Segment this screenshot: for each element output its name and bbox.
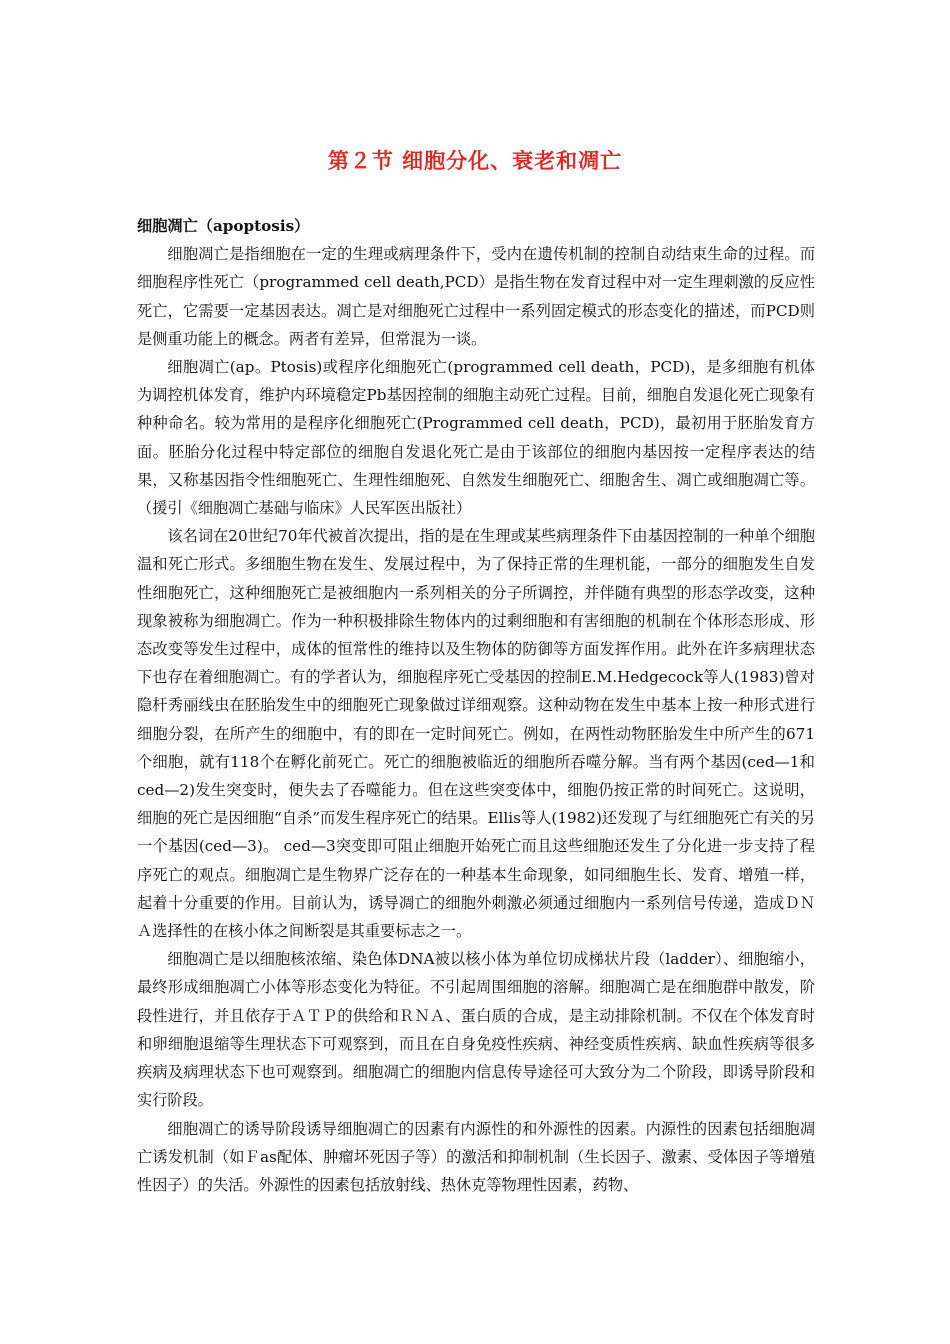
section-heading: 细胞凋亡（apoptosis） xyxy=(137,217,310,235)
paragraph-1: 细胞凋亡是指细胞在一定的生理或病理条件下，受内在遗传机制的控制自动结束生命的过程。而细胞程序性死亡（programmed cell death,PCD）是指生物在发育过程中对一定生理刺激的反应性死亡，它需要一定基因表达。凋亡是对细胞死亡过程中一系列固定模式的形态变化的描述，而PCD则是侧重功能上的概念。两者有差异，但常混为一谈。 xyxy=(137,245,815,348)
paragraph-4: 细胞凋亡是以细胞核浓缩、染色体DNA被以核小体为单位切成梯状片段（ladder）、细胞缩小，最终形成细胞凋亡小体等形态变化为特征。不引起周围细胞的溶解。细胞凋亡是在细胞群中散发，阶段性进行，并且依存于ＡＴＰ的供给和ＲＮＡ、蛋白质的合成，是主动排除机制。不仅在个体发育时和卵细胞退缩等生理状态下可观察到，而且在自身免疫性疾病、神经变质性疾病、缺血性疾病等很多疾病及病理状态下也可观察到。细胞凋亡的细胞内信息传导途径可大致分为二个阶段，即诱导阶段和实行阶段。 xyxy=(137,950,815,1110)
document-body xyxy=(137,212,815,1199)
paragraph-2: 细胞凋亡(ap。Ptosis)或程序化细胞死亡(programmed cell death，PCD)，是多细胞有机体为调控机体发育，维护内环境稳定Pb基因控制的细胞主动死亡过程。目前，细胞自发退化死亡现象有种种命名。较为常用的是程序化细胞死亡(Programmed cell death，PCD)，最初用于胚胎发育方面。胚胎分化过程中特定部位的细胞自发退化死亡是由于该部位的细胞内基因按一定程序表达的结果，又称基因指令性细胞死亡、生理性细胞死、自然发生细胞死亡、细胞舍生、凋亡或细胞凋亡等。（援引《细胞凋亡基础与临床》人民军医出版社） xyxy=(137,358,815,518)
page-title: 第２节 细胞分化、衰老和凋亡 xyxy=(327,148,623,173)
paragraph-3: 该名词在20世纪70年代被首次提出，指的是在生理或某些病理条件下由基因控制的一种单个细胞温和死亡形式。多细胞生物在发生、发展过程中，为了保持正常的生理机能，一部分的细胞发生自发性细胞死亡，这种细胞死亡是被细胞内一系列相关的分子所调控，并伴随有典型的形态学改变，这种现象被称为细胞凋亡。作为一种积极排除生物体内的过剩细胞和有害细胞的机制在个体形态形成、形态改变等发生过程中，成体的恒常性的维持以及生物体的防御等方面发挥作用。此外在许多病理状态下也存在着细胞凋亡。有的学者认为，细胞程序死亡受基因的控制E.M.Hedgecock等人(1983)曾对隐杆秀丽线虫在胚胎发生中的细胞死亡现象做过详细观察。这种动物在发生中基本上按一种形式进行细胞分裂，在所产生的细胞中，有的即在一定时间死亡。例如，在两性动物胚胎发生中所产生的671个细胞，就有118个在孵化前死亡。死亡的细胞被临近的细胞所吞噬分解。当有两个基因(ced—1和ced—2)发生突变时，便失去了吞噬能力。但在这些突变体中，细胞仍按正常的时间死亡。这说明，细胞的死亡是因细胞“自杀”而发生程序死亡的结果。Ellis等人(1982)还发现了与红细胞死亡有关的另一个基因(ced—3)。 ced—3突变即可阻止细胞开始死亡而且这些细胞还发生了分化进一步支持了程序死亡的观点。细胞凋亡是生物界广泛存在的一种基本生命现象，如同细胞生长、发育、增殖一样，起着十分重要的作用。目前认为，诱导凋亡的细胞外刺激必须通过细胞内一系列信号传递，造成ＤＮＡ选择性的在核小体之间断裂是其重要标志之一。 xyxy=(137,527,815,941)
paragraph-5: 细胞凋亡的诱导阶段诱导细胞凋亡的因素有内源性的和外源性的因素。内源性的因素包括细胞凋亡诱发机制（如Ｆas配体、肿瘤坏死因子等）的激活和抑制机制（生长因子、激素、受体因子等增殖性因子）的失活。外源性的因素包括放射线、热休克等物理性因素，药物、 xyxy=(137,1119,815,1194)
